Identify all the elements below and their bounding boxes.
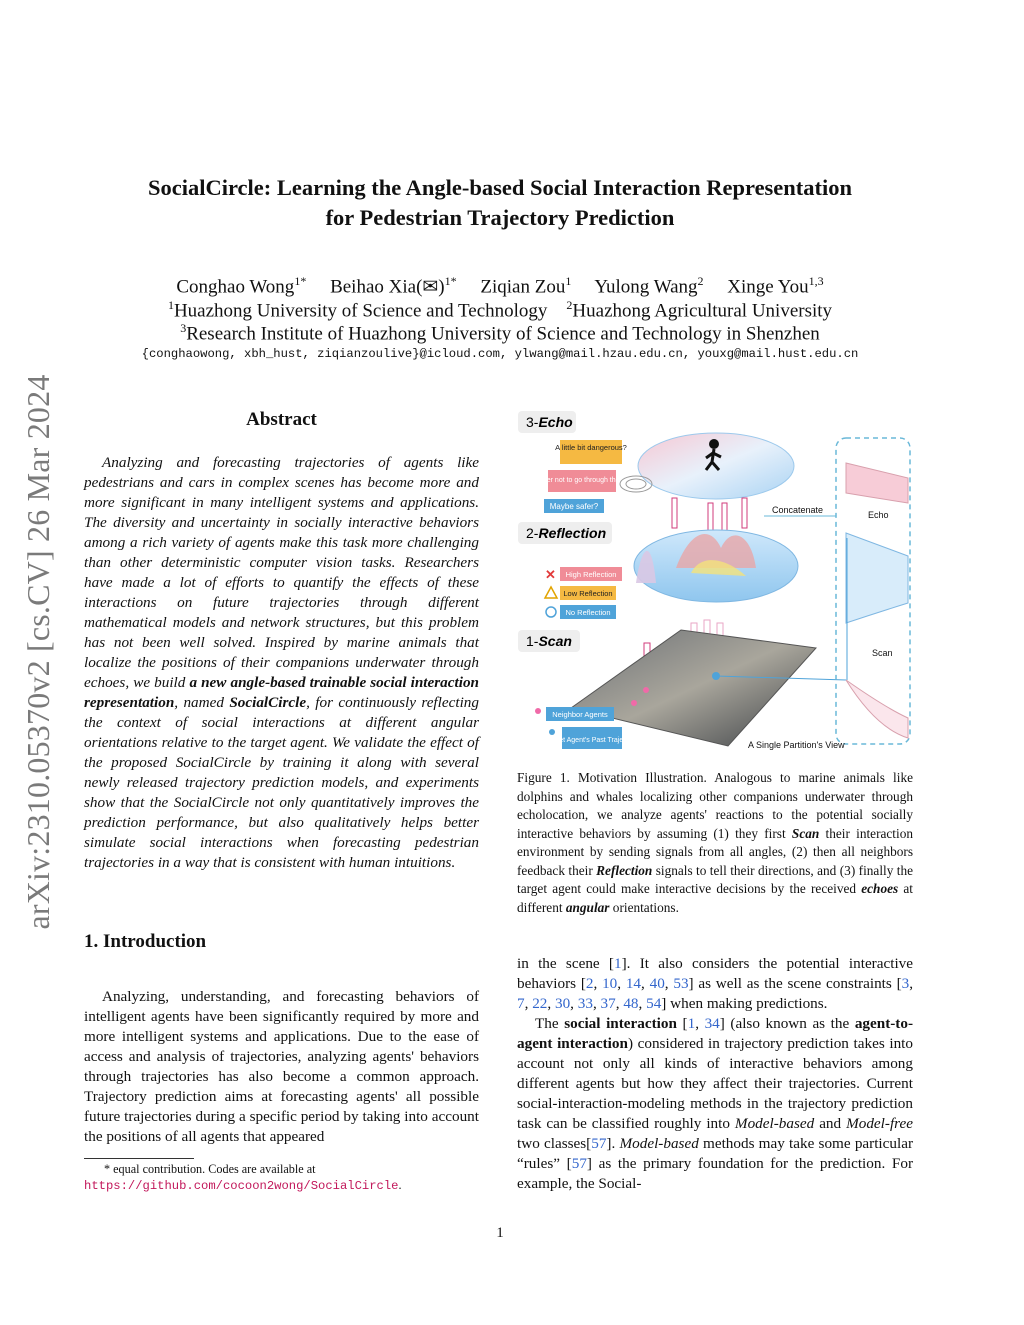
citation-link[interactable]: 10 <box>602 975 618 992</box>
arrow-up <box>742 498 747 528</box>
bubble-better-not-text: Better not to go through there? <box>534 477 630 484</box>
paper-title <box>0 173 1000 233</box>
paragraph: in the scene [1]. It also considers the potential interactive behaviors [2, 10, 14, 40, 53] as well as the scene constraints [3, 7, 22, 30, 33, 37, 48, 54] when making predictions. <box>517 955 914 1012</box>
citation-link[interactable]: 34 <box>704 1015 720 1032</box>
citation-link[interactable]: 33 <box>577 995 593 1012</box>
svg-text:Low Reflection: Low Reflection <box>563 589 613 598</box>
scan-tag-label: 1-Scan <box>526 633 572 649</box>
arrow-up <box>722 503 727 533</box>
citation-link[interactable]: 7 <box>517 995 525 1012</box>
paragraph: The social interaction [1, 34] (also known as the agent-to-agent interaction) considered in trajectory prediction takes into account not only all kinds of interactive behaviors among different agents but how they affect their trajectories. Current social-interaction-modeling methods in the trajectory prediction task can be classified roughly into Model-based and Model-free two classes[57]. Model-based methods may take some particular “rules” [57] as the primary foundation for the prediction. For example, the Social- <box>517 1015 914 1192</box>
reflection-sector <box>846 533 908 623</box>
svg-text:Neighbor Agents: Neighbor Agents <box>552 710 608 719</box>
citation-link[interactable]: 48 <box>623 995 639 1012</box>
affiliations-line-2: $^3$Research Institute of Huazhong University of Science and Technology in Shenzhen <box>180 321 820 345</box>
low-reflection-icon <box>545 587 557 598</box>
citation-link[interactable]: 2 <box>585 975 594 992</box>
svg-text:Echo: Echo <box>868 510 889 520</box>
no-reflection-icon <box>546 607 556 617</box>
citation-link[interactable]: 30 <box>554 995 571 1012</box>
svg-text:A Single Partition's View: A Single Partition's View <box>748 740 845 750</box>
abstract-heading: Abstract <box>246 409 317 430</box>
echo-tag-label: 3-Echo <box>526 414 573 430</box>
author: Beihao Xia(✉) <box>330 276 445 298</box>
citation-link[interactable]: 53 <box>673 975 689 992</box>
citation-link[interactable]: 40 <box>649 975 665 992</box>
target-trajectory-icon <box>549 729 555 735</box>
footnote-rule <box>84 1158 194 1159</box>
author: Ziqian Zou <box>480 276 566 298</box>
scan-sector <box>846 680 908 738</box>
footnote: * equal contribution. Codes are available at https://github.com/cocoon2wong/SocialCircle. <box>84 1162 402 1193</box>
citation-link[interactable]: 22 <box>532 995 548 1012</box>
arrow-up <box>672 498 677 528</box>
arrow-up <box>708 503 713 533</box>
affiliations-line-1: $^1$Huazhong University of Science and Technology $^2$Huazhong Agricultural University <box>167 298 833 322</box>
citation-link[interactable]: 54 <box>646 995 662 1012</box>
svg-text:High Reflection: High Reflection <box>565 570 617 579</box>
author-list: Conghao Wong$^{1*}$ Beihao Xia(✉)$^{1*}$ Ziqian Zou$^1$ Yulong Wang$^2$ Xinge You$^{1,3}$ <box>176 274 824 298</box>
arxiv-stamp: arXiv:2310.05370v2 [cs.CV] 26 Mar 2024 <box>20 374 56 930</box>
neighbor-agent <box>643 687 649 693</box>
author-emails: {conghaowong, xbh_hust, ziqianzoulive}@icloud.com, ylwang@mail.hzau.edu.cn, youxg@mail.hust.edu.cn <box>141 347 859 361</box>
intro-paragraph: Analyzing, understanding, and forecasting behaviors of intelligent agents have been significantly required by more and more intelligent systems and applications. Due to the ease of access and analysis of trajectories, analyzing agents' behaviors through trajectories has also become a common approach. Trajectory prediction aims at forecasting agents' all possible future trajectories during a specific period by taking into account the positions of all agents that appeared <box>84 988 479 1145</box>
author: Yulong Wang <box>594 276 698 298</box>
author: Xinge You <box>727 276 809 298</box>
figure-1-caption: Figure 1. Motivation Illustration. Analogous to marine animals like dolphins and whales localizing other companions underwater through echolocation, we analyze agents' reactions to the potential socially interactive behaviors by assuming (1) they first Scan their interaction environment by sending signals from all angles, (2) then all neighbors feedback their Reflection signals to tell their directions, and (3) finally the target agent could make interactive decisions by the received echoes at different angular orientations. <box>517 770 914 915</box>
figure-1-illustration <box>516 408 914 758</box>
citation-link[interactable]: 1 <box>687 1015 696 1032</box>
section-heading-introduction: 1. Introduction <box>84 931 207 952</box>
author: Conghao Wong <box>176 276 295 298</box>
reflection-tag-label: 2-Reflection <box>526 525 607 541</box>
citation-link[interactable]: 14 <box>625 975 642 992</box>
svg-text:Concatenate: Concatenate <box>772 505 824 515</box>
bubble-dangerous-text: A little bit dangerous? <box>555 443 627 452</box>
title-line-2: for Pedestrian Trajectory Prediction <box>325 205 675 230</box>
right-column-body <box>517 954 913 1194</box>
citation-link[interactable]: 1 <box>614 955 622 972</box>
svg-text:No Reflection: No Reflection <box>565 608 611 617</box>
echo-sector <box>846 463 908 503</box>
high-reflection-icon: ✕ <box>545 567 556 582</box>
neighbor-agents-icon <box>535 708 541 714</box>
page-number: 1 <box>496 1225 504 1241</box>
neighbor-agent <box>631 700 637 706</box>
citation-link[interactable]: 37 <box>600 995 616 1012</box>
abstract-body: Analyzing and forecasting trajectories of agents like pedestrians and cars in complex scenes has become more and more significant in many intelligent systems and applications. The diversity and uncertainty in socially interactive behaviors among a rich variety of agents make this task more challenging than other deterministic computer vision tasks. Researchers have made a lot of efforts to quantify the effects of these interactions on future trajectories through different mathematical models and network structures, but this problem has not been well solved. Inspired by marine animals that localize the positions of their companions underwater through echoes, we build a new angle-based trainable social interaction representation, named SocialCircle, for continuously reflecting the context of social interactions at different angular orientations relative to the target agent. We validate the effect of the proposed SocialCircle by training it along with several newly released trajectory prediction models, and experiments show that the SocialCircle not only quantitatively improves the prediction performance, but also qualitatively helps better simulate social interactions when forecasting pedestrian trajectories in a way that is consistent with human intuitions. <box>84 454 479 871</box>
citation-link[interactable]: 57 <box>571 1155 587 1172</box>
citation-link[interactable]: 57 <box>591 1135 607 1152</box>
citation-link[interactable]: 3 <box>901 975 910 992</box>
svg-text:Scan: Scan <box>872 648 893 658</box>
echo-ring <box>620 476 652 492</box>
svg-text:Target Agent's Past Trajectory: Target Agent's Past Trajectory <box>545 737 639 744</box>
bubble-maybe-safer-text: Maybe safer? <box>549 502 599 511</box>
code-link[interactable]: https://github.com/cocoon2wong/SocialCircle <box>84 1179 399 1193</box>
title-line-1: SocialCircle: Learning the Angle-based Social Interaction Representation <box>147 175 853 200</box>
pedestrian-icon <box>709 439 719 449</box>
